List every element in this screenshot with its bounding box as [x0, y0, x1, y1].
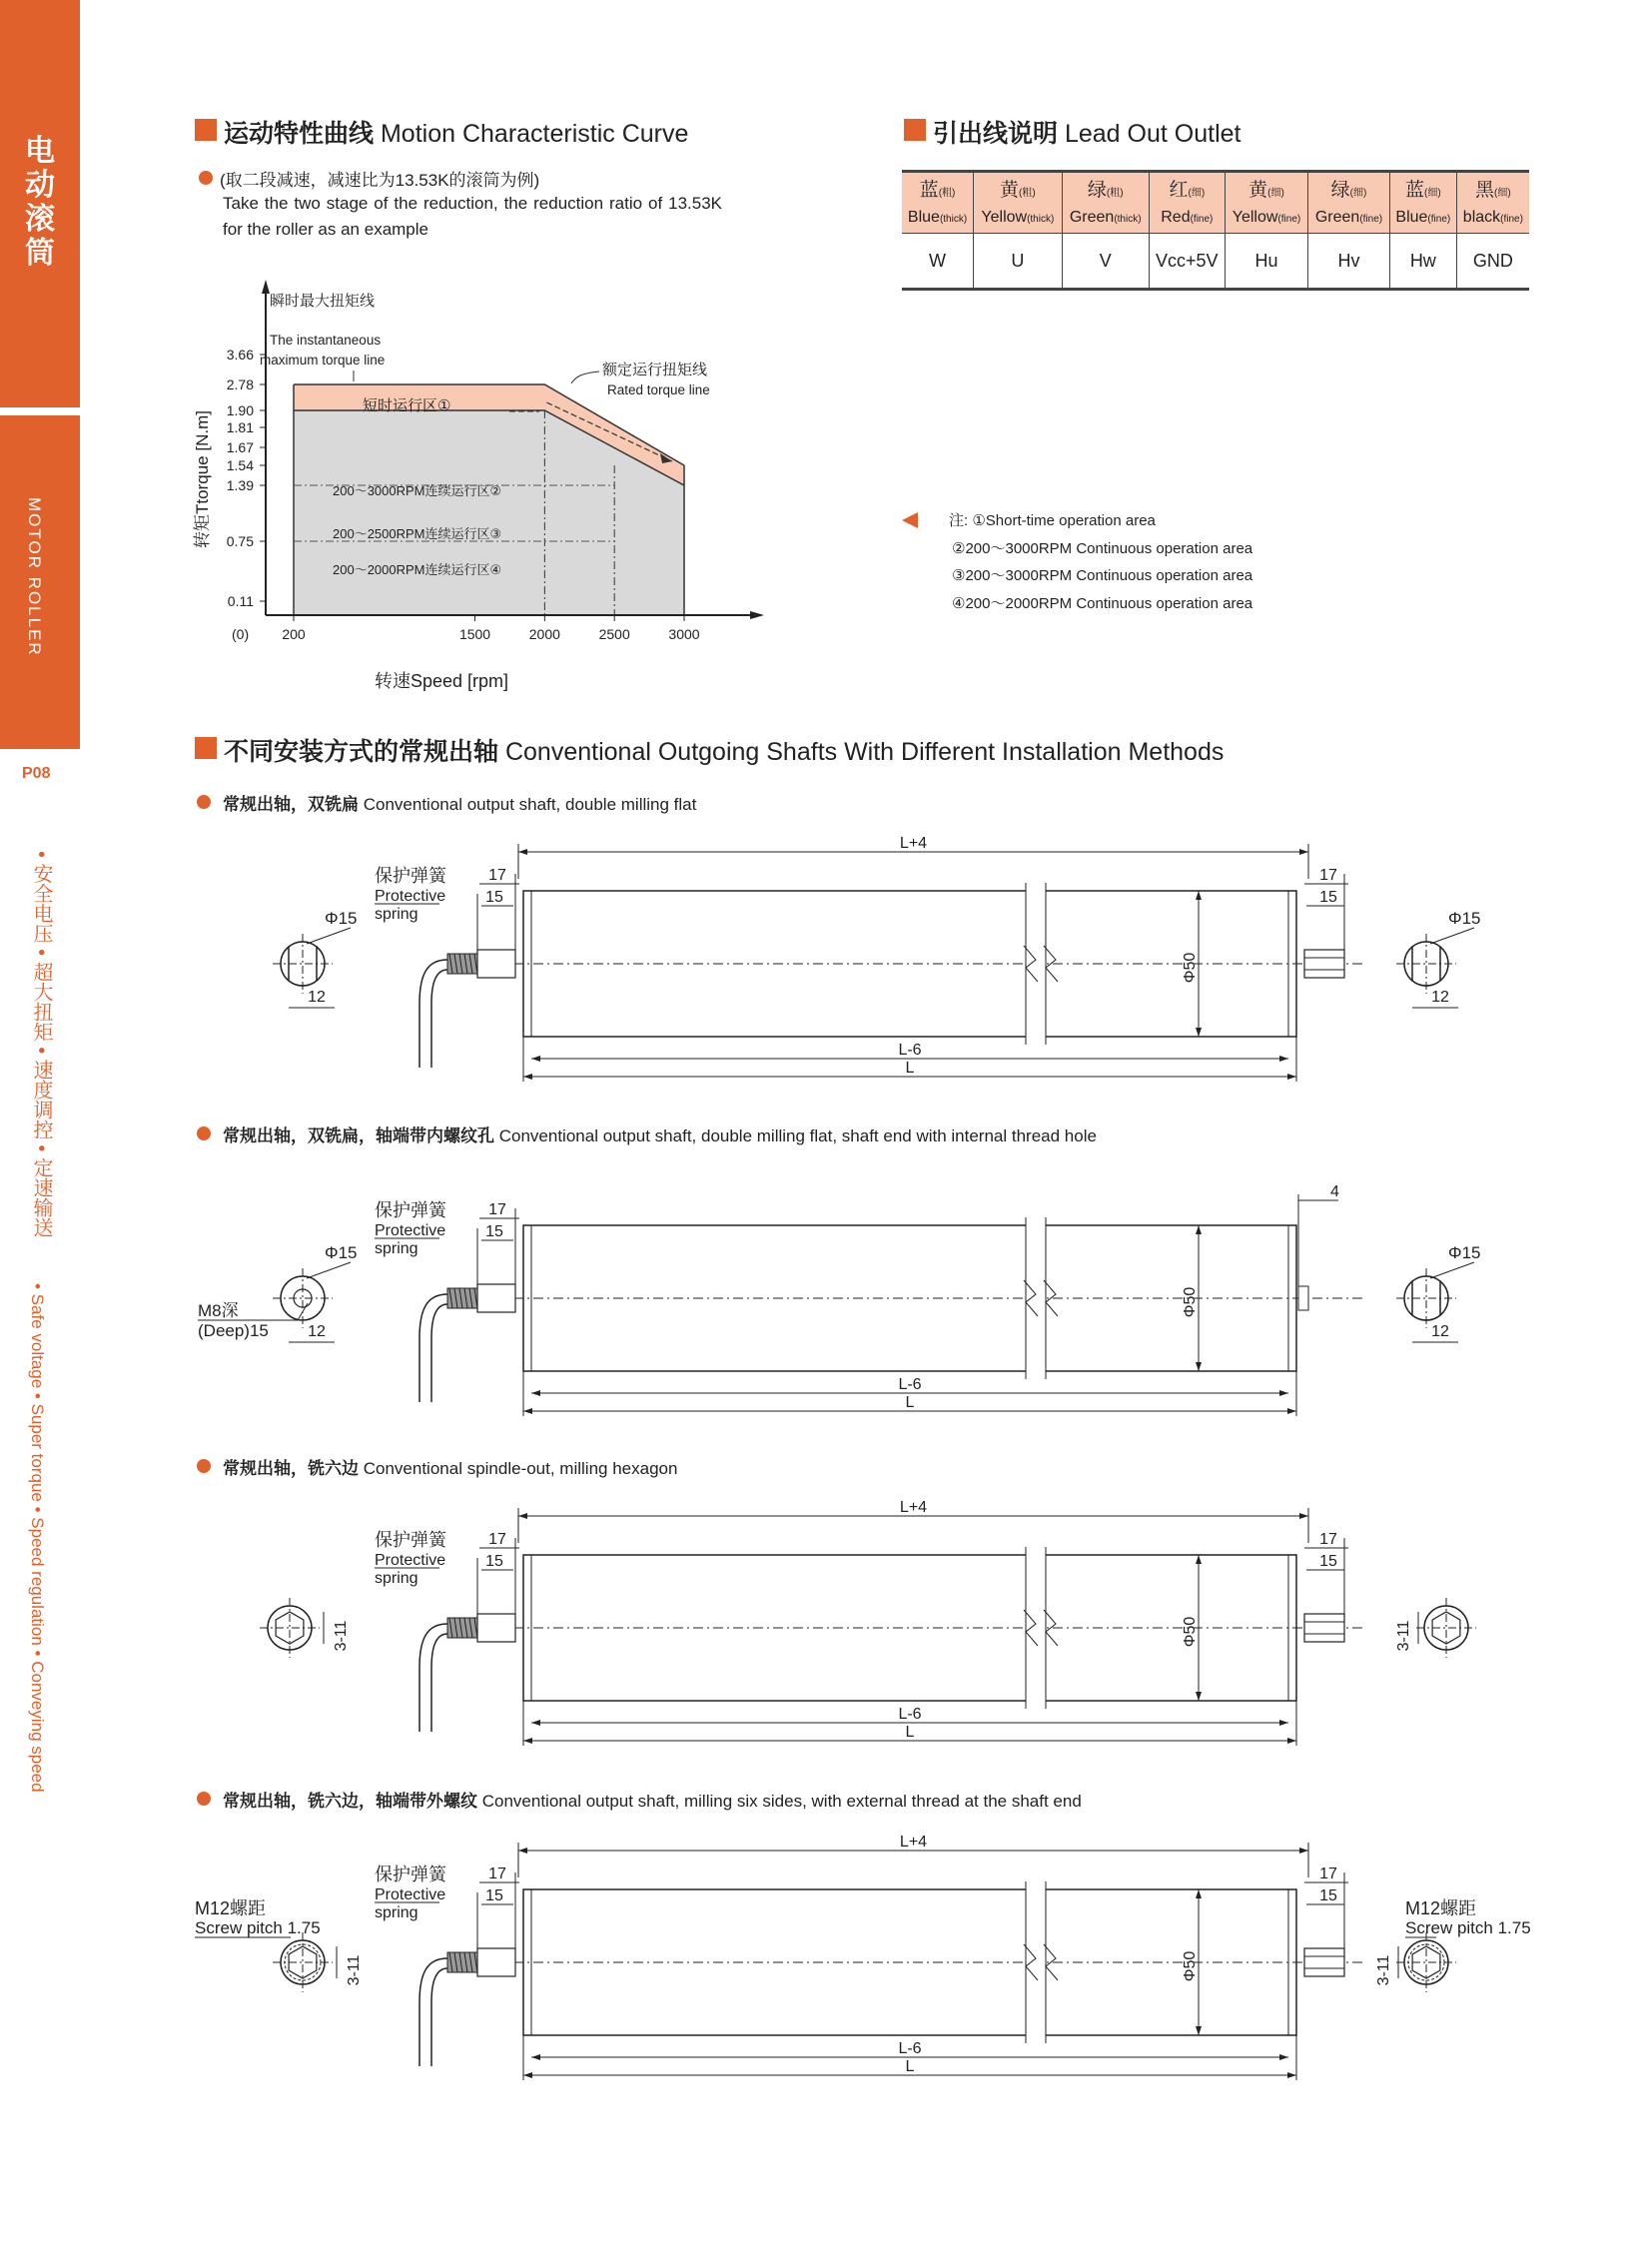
dimension-text: 3-11: [333, 1620, 350, 1652]
dimension-text: 17: [1319, 1866, 1337, 1882]
dimension-text: 15: [485, 889, 503, 906]
dimension-text: M12螺距: [1405, 1898, 1477, 1918]
x-tick-label: 2500: [598, 626, 630, 642]
item-bullet: [197, 1126, 211, 1140]
dimension-text: L-6: [898, 1706, 922, 1723]
heading-marker: [195, 119, 217, 141]
break-gap: [1026, 889, 1046, 1039]
item-bullet: [197, 1792, 211, 1806]
lead-out-table: [902, 170, 1529, 291]
dimension-text: M12螺距: [195, 1898, 267, 1918]
y-tick-label: 2.78: [226, 376, 254, 392]
left-shaft: [477, 1284, 515, 1312]
dimension-text: Protective: [375, 1552, 446, 1569]
dimension-text: 17: [488, 1531, 506, 1548]
dimension-text: Φ50: [1182, 1286, 1199, 1318]
lead-cn-cell: 蓝(细): [1389, 172, 1456, 204]
lead-cn-cell: 绿(粗): [1062, 172, 1149, 204]
item-bullet: [197, 1459, 211, 1473]
right-shaft-end: [1298, 1286, 1308, 1310]
lead-heading: 引出线说明 Lead Out Outlet: [933, 120, 1241, 148]
dimension-text: Protective: [375, 1222, 446, 1239]
dimension-text: 17: [488, 1201, 506, 1218]
lead-en-cell: black(fine): [1456, 203, 1529, 234]
dimension-text: spring: [375, 1570, 418, 1587]
dimension-text: 保护弹簧: [375, 866, 446, 886]
lead-en-cell: Green(thick): [1062, 203, 1149, 234]
dimension-text: L: [905, 1060, 915, 1077]
dimension-text: L+4: [899, 1834, 928, 1851]
lead-en-cell: Yellow(thick): [974, 203, 1063, 234]
region1-label: 短时运行区①: [363, 397, 451, 414]
instant-label-cn: 瞬时最大扭矩线: [270, 293, 376, 310]
dimension-text: spring: [375, 906, 418, 923]
y-axis-label: 转矩Ttorque [N.m]: [193, 410, 212, 548]
note-bullet: [199, 171, 213, 185]
right-shaft: [1304, 1614, 1344, 1642]
break-gap: [1026, 1887, 1046, 2037]
lead-en-cell: Red(fine): [1149, 203, 1225, 234]
dimension-text: 15: [1319, 1887, 1337, 1904]
dimension-text: 17: [1319, 1531, 1337, 1548]
region3-label: 200～2500RPM连续运行区③: [333, 526, 502, 541]
break-gap: [1026, 1553, 1046, 1703]
dimension-text: L-6: [898, 1376, 922, 1393]
dimension-text: Φ50: [1182, 1950, 1199, 1982]
sidebar-features-en: • Safe voltage • Super torque • Speed regulation • Conveying speed: [28, 1283, 47, 1793]
x-tick-label: 2000: [528, 626, 560, 642]
shaft-end-view: [281, 1276, 325, 1320]
lead-cable: [419, 1958, 447, 2066]
dimension-text: 15: [1319, 889, 1337, 906]
lead-signal-cell: Hw: [1389, 234, 1456, 290]
dimension-text: 12: [308, 989, 326, 1006]
dimension-text: Φ15: [325, 909, 358, 928]
y-tick-label: 3.66: [226, 347, 254, 363]
y-tick-label: 0.11: [227, 593, 254, 609]
lead-signal-cell: Hv: [1308, 234, 1390, 290]
left-shaft: [477, 1948, 515, 1976]
lead-signal-cell: Vcc+5V: [1149, 234, 1225, 290]
shaft-drawing-1: [0, 835, 1652, 1114]
x-axis-label: 转速Speed [rpm]: [374, 671, 509, 691]
y-tick-label: 1.67: [226, 439, 254, 455]
y-axis-arrow-icon: [262, 280, 270, 294]
dimension-text: 4: [1330, 1183, 1339, 1200]
rated-label-cn: 额定运行扭矩线: [602, 362, 708, 378]
lead-signal-cell: Hu: [1225, 234, 1307, 290]
dimension-text: 15: [485, 1887, 503, 1904]
right-shaft: [1304, 950, 1344, 978]
dimension-text: Φ15: [325, 1243, 358, 1262]
lead-en-cell: Blue(fine): [1389, 203, 1456, 234]
x-tick-label: 200: [282, 626, 306, 642]
item-bullet: [197, 795, 211, 809]
dimension-text: 15: [1319, 1553, 1337, 1570]
shaft-item-2: 常规出轴，双铣扁，轴端带内螺纹孔 Conventional output shaft, double milling flat, shaft end with internal thread hole: [223, 1126, 1097, 1145]
dimension-text: 3-11: [346, 1954, 363, 1986]
dimension-text: Protective: [375, 888, 446, 905]
dimension-text: 17: [488, 867, 506, 884]
dimension-text: Φ15: [1448, 909, 1481, 928]
lead-signal-cell: U: [974, 234, 1063, 290]
shaft-item-4: 常规出轴，铣六边，轴端带外螺纹 Conventional output shaft, milling six sides, with external thread at the shaft end: [223, 1792, 1082, 1811]
dimension-text: 17: [488, 1866, 506, 1882]
chart-notes: 注: ①Short-time operation area ②200～3000RPM Continuous operation area ③200～3000RPM Continuous operation area ④200～2000RPM Continuous operation area: [949, 512, 1253, 612]
notes-arrow-icon: [902, 512, 918, 528]
region4-label: 200～2000RPM连续运行区④: [333, 562, 502, 577]
dimension-text: L+4: [899, 1499, 928, 1516]
heading-marker: [195, 737, 217, 759]
dimension-text: (Deep)15: [198, 1321, 269, 1340]
shaft-drawing-2: [0, 1183, 1652, 1448]
lead-cable: [419, 1624, 447, 1732]
lead-cn-cell: 绿(细): [1308, 172, 1390, 204]
heading-marker: [904, 119, 926, 141]
left-shaft: [477, 1614, 515, 1642]
y-tick-label: 1.90: [226, 402, 254, 418]
shaft-item-3: 常规出轴，铣六边 Conventional spindle-out, milling hexagon: [223, 1459, 678, 1478]
lead-cn-cell: 红(细): [1149, 172, 1225, 204]
drawing-line: [307, 928, 351, 944]
lead-cn-cell: 黄(细): [1225, 172, 1307, 204]
lead-signal-cell: V: [1062, 234, 1149, 290]
dimension-text: spring: [375, 1904, 418, 1921]
lead-signal-cell: GND: [1456, 234, 1529, 290]
curve-note-en: Take the two stage of the reduction, the reduction ratio of 13.53K for the roller as an example: [223, 194, 722, 239]
lead-cable: [419, 1294, 447, 1402]
dimension-text: L: [905, 1724, 915, 1741]
break-gap: [1026, 1223, 1046, 1373]
curve-note-cn: (取二段减速，减速比为13.53K的滚筒为例): [220, 171, 540, 190]
sidebar-features-cn: • 安全电压 • 超大扭矩 • 速度调控 • 定速输送: [30, 851, 52, 1237]
region2-label: 200～3000RPM连续运行区②: [333, 483, 502, 498]
lead-en-cell: Yellow(fine): [1225, 203, 1307, 234]
dimension-text: Screw pitch 1.75: [1405, 1918, 1531, 1937]
x-axis-arrow-icon: [750, 611, 764, 619]
sidebar-cn-title: 电 动 滚 筒: [25, 135, 55, 270]
dimension-text: 17: [1319, 867, 1337, 884]
dimension-text: L: [905, 1394, 915, 1411]
dimension-text: 12: [308, 1323, 326, 1340]
shaft-drawing-4: [0, 1834, 1652, 2112]
dimension-text: 3-11: [1375, 1954, 1392, 1986]
rated-label-en: Rated torque line: [607, 382, 710, 397]
lead-cn-cell: 蓝(粗): [902, 172, 974, 204]
dimension-text: Φ50: [1182, 952, 1199, 984]
dimension-text: 保护弹簧: [375, 1200, 446, 1220]
y-tick-label: 0.75: [226, 533, 254, 549]
dimension-text: Φ50: [1182, 1616, 1199, 1648]
shaft-drawing-3: [0, 1499, 1652, 1778]
drawing-line: [1430, 928, 1474, 944]
lead-cable: [419, 960, 447, 1068]
lead-signal-cell: W: [929, 250, 947, 271]
sidebar-en-title: MOTOR ROLLER: [25, 497, 44, 657]
x-tick-label: 3000: [668, 626, 700, 642]
lead-cn-cell: 黄(粗): [974, 172, 1063, 204]
leader-line: [571, 372, 599, 383]
lead-en-cell: Blue(thick): [902, 203, 974, 234]
shaft-heading: 不同安装方式的常规出轴 Conventional Outgoing Shafts With Different Installation Methods: [224, 738, 1225, 766]
dimension-text: 保护弹簧: [375, 1865, 446, 1884]
dimension-text: M8深: [198, 1301, 239, 1320]
drawing-line: [1430, 1262, 1474, 1278]
instant-label-en1: The instantaneous: [270, 333, 382, 348]
dimension-text: 3-11: [1395, 1620, 1412, 1652]
drawing-line: [307, 1262, 351, 1278]
origin-label: (0): [232, 626, 250, 642]
y-tick-label: 1.54: [226, 457, 254, 473]
lead-cn-cell: 黑(细): [1456, 172, 1529, 204]
x-tick-label: 1500: [458, 626, 491, 642]
y-tick-label: 1.39: [226, 477, 254, 493]
dimension-text: 12: [1431, 1323, 1449, 1340]
curve-heading: 运动特性曲线 Motion Characteristic Curve: [224, 120, 689, 148]
dimension-text: Φ15: [1448, 1243, 1481, 1262]
dimension-text: 12: [1431, 989, 1449, 1006]
motion-curve-chart: [180, 270, 799, 699]
shaft-item-1: 常规出轴，双铣扁 Conventional output shaft, double milling flat: [223, 795, 697, 814]
dimension-text: L-6: [898, 1042, 922, 1059]
dimension-text: 15: [485, 1553, 503, 1570]
dimension-text: 保护弹簧: [375, 1530, 446, 1550]
dimension-text: spring: [375, 1240, 418, 1257]
y-tick-label: 1.81: [226, 419, 254, 435]
instant-label-en2: maximum torque line: [260, 353, 386, 368]
sidebar-divider: [0, 747, 80, 749]
dimension-text: L: [905, 2058, 915, 2075]
left-shaft: [477, 950, 515, 978]
lead-en-cell: Green(fine): [1308, 203, 1390, 234]
page-number: P08: [22, 765, 51, 782]
right-shaft: [1304, 1948, 1344, 1976]
dimension-text: Protective: [375, 1886, 446, 1903]
dimension-text: L+4: [899, 835, 928, 852]
dimension-text: Screw pitch 1.75: [195, 1918, 321, 1937]
dimension-text: L-6: [898, 2040, 922, 2057]
dimension-text: 15: [485, 1223, 503, 1240]
